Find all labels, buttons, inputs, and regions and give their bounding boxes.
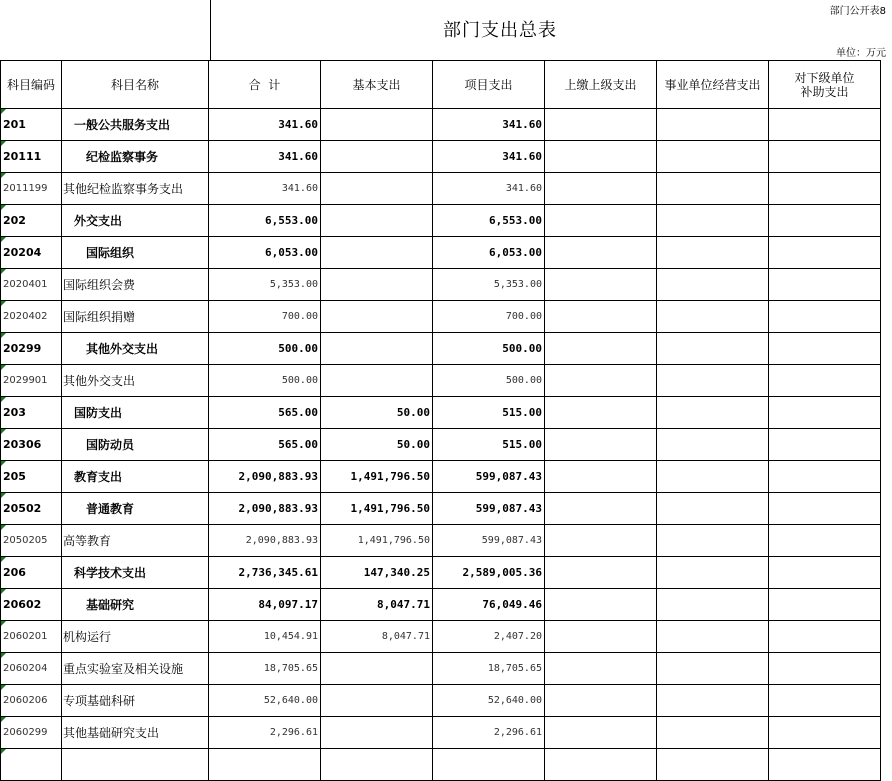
cell-total[interactable]: 341.60	[209, 173, 321, 205]
cell-basic[interactable]	[321, 301, 433, 333]
cell-project[interactable]: 515.00	[433, 429, 545, 461]
table-row	[1, 173, 881, 205]
cell-subsidy[interactable]	[769, 205, 881, 237]
cell-business[interactable]	[657, 365, 769, 397]
cell-remit[interactable]	[545, 589, 657, 621]
table-row	[1, 461, 881, 493]
cell-name[interactable]: 国防动员	[62, 429, 209, 461]
cell-name[interactable]: 国际组织会费	[62, 269, 209, 301]
cell-remit[interactable]	[545, 333, 657, 365]
cell-business[interactable]	[657, 141, 769, 173]
cell-total[interactable]: 84,097.17	[209, 589, 321, 621]
cell-code[interactable]: 201	[1, 109, 62, 141]
cell-name[interactable]: 基础研究	[62, 589, 209, 621]
cell-basic[interactable]: 50.00	[321, 429, 433, 461]
cell-subsidy[interactable]	[769, 557, 881, 589]
cell-remit[interactable]	[545, 205, 657, 237]
cell-total[interactable]: 2,736,345.61	[209, 557, 321, 589]
cell-name[interactable]: 外交支出	[62, 205, 209, 237]
cell-total[interactable]: 2,296.61	[209, 717, 321, 749]
table-row	[1, 397, 881, 429]
cell-business[interactable]	[657, 301, 769, 333]
cell-name[interactable]: 教育支出	[62, 461, 209, 493]
cell-project[interactable]: 52,640.00	[433, 685, 545, 717]
cell-subsidy[interactable]	[769, 493, 881, 525]
cell-code[interactable]	[1, 749, 62, 781]
cell-code[interactable]: 2029901	[1, 365, 62, 397]
cell-remit[interactable]	[545, 557, 657, 589]
cell-business[interactable]	[657, 269, 769, 301]
cell-basic[interactable]	[321, 653, 433, 685]
unit-label: 单位：万元	[836, 48, 886, 59]
cell-basic[interactable]	[321, 141, 433, 173]
cell-basic[interactable]	[321, 749, 433, 781]
cell-total[interactable]: 2,090,883.93	[209, 493, 321, 525]
cell-project[interactable]: 599,087.43	[433, 525, 545, 557]
cell-remit[interactable]	[545, 717, 657, 749]
cell-basic[interactable]: 1,491,796.50	[321, 461, 433, 493]
table-row	[1, 333, 881, 365]
cell-total[interactable]: 52,640.00	[209, 685, 321, 717]
cell-remit[interactable]	[545, 493, 657, 525]
cell-business[interactable]	[657, 397, 769, 429]
cell-business[interactable]	[657, 621, 769, 653]
cell-total[interactable]: 18,705.65	[209, 653, 321, 685]
cell-basic[interactable]: 8,047.71	[321, 621, 433, 653]
table-row	[1, 525, 881, 557]
cell-name[interactable]: 机构运行	[62, 621, 209, 653]
cell-subsidy[interactable]	[769, 589, 881, 621]
table-code-label: 部门公开表8	[829, 6, 886, 17]
cell-total[interactable]: 10,454.91	[209, 621, 321, 653]
table-row	[1, 589, 881, 621]
cell-total[interactable]: 2,090,883.93	[209, 525, 321, 557]
cell-total[interactable]: 2,090,883.93	[209, 461, 321, 493]
cell-business[interactable]	[657, 429, 769, 461]
cell-project[interactable]: 515.00	[433, 397, 545, 429]
cell-project[interactable]: 599,087.43	[433, 493, 545, 525]
cell-total[interactable]: 565.00	[209, 429, 321, 461]
cell-remit[interactable]	[545, 141, 657, 173]
cell-basic[interactable]	[321, 685, 433, 717]
table-row	[1, 269, 881, 301]
header-subsidy[interactable]	[769, 61, 881, 109]
cell-remit[interactable]	[545, 365, 657, 397]
cell-remit[interactable]	[545, 749, 657, 781]
cell-remit[interactable]	[545, 461, 657, 493]
header-project[interactable]: 项目支出	[433, 61, 545, 109]
cell-subsidy[interactable]	[769, 237, 881, 269]
cell-total[interactable]: 5,353.00	[209, 269, 321, 301]
table-row	[1, 717, 881, 749]
cell-name[interactable]: 国防支出	[62, 397, 209, 429]
table-row	[1, 237, 881, 269]
cell-total[interactable]	[209, 749, 321, 781]
cell-remit[interactable]	[545, 429, 657, 461]
cell-basic[interactable]	[321, 365, 433, 397]
cell-project[interactable]: 5,353.00	[433, 269, 545, 301]
cell-total[interactable]: 341.60	[209, 141, 321, 173]
cell-code[interactable]: 206	[1, 557, 62, 589]
header-basic[interactable]: 基本支出	[321, 61, 433, 109]
header-row	[1, 61, 881, 109]
cell-code[interactable]: 2020402	[1, 301, 62, 333]
cell-code[interactable]: 202	[1, 205, 62, 237]
cell-name[interactable]: 其他纪检监察事务支出	[62, 173, 209, 205]
cell-code[interactable]: 20602	[1, 589, 62, 621]
cell-subsidy[interactable]	[769, 301, 881, 333]
cell-code[interactable]: 2060204	[1, 653, 62, 685]
header-code[interactable]: 科目编码	[1, 61, 62, 109]
cell-code[interactable]: 2050205	[1, 525, 62, 557]
cell-project[interactable]: 2,589,005.36	[433, 557, 545, 589]
table-row	[1, 301, 881, 333]
cell-code[interactable]: 2060299	[1, 717, 62, 749]
cell-project[interactable]	[433, 749, 545, 781]
cell-project[interactable]: 500.00	[433, 333, 545, 365]
header-subsidy-line2: 补助支出	[800, 84, 849, 99]
header-total[interactable]: 合 计	[209, 61, 321, 109]
cell-code[interactable]: 20502	[1, 493, 62, 525]
cell-project[interactable]: 2,407.20	[433, 621, 545, 653]
cell-name[interactable]: 国际组织	[62, 237, 209, 269]
cell-code[interactable]: 20299	[1, 333, 62, 365]
cell-project[interactable]: 76,049.46	[433, 589, 545, 621]
cell-basic[interactable]	[321, 717, 433, 749]
cell-name[interactable]: 科学技术支出	[62, 557, 209, 589]
cell-business[interactable]	[657, 653, 769, 685]
cell-total[interactable]: 700.00	[209, 301, 321, 333]
cell-remit[interactable]	[545, 237, 657, 269]
cell-business[interactable]	[657, 173, 769, 205]
cell-code[interactable]: 2060206	[1, 685, 62, 717]
cell-basic[interactable]	[321, 205, 433, 237]
cell-project[interactable]: 500.00	[433, 365, 545, 397]
cell-business[interactable]	[657, 525, 769, 557]
cell-project[interactable]: 341.60	[433, 141, 545, 173]
cell-business[interactable]	[657, 749, 769, 781]
cell-remit[interactable]	[545, 685, 657, 717]
cell-subsidy[interactable]	[769, 269, 881, 301]
cell-name[interactable]	[62, 749, 209, 781]
cell-basic[interactable]: 147,340.25	[321, 557, 433, 589]
cell-code[interactable]: 2020401	[1, 269, 62, 301]
table-row	[1, 205, 881, 237]
table-row	[1, 749, 881, 781]
cell-total[interactable]: 341.60	[209, 109, 321, 141]
cell-subsidy[interactable]	[769, 749, 881, 781]
cell-name[interactable]: 国际组织捐赠	[62, 301, 209, 333]
cell-business[interactable]	[657, 557, 769, 589]
cell-basic[interactable]: 1,491,796.50	[321, 493, 433, 525]
cell-subsidy[interactable]	[769, 397, 881, 429]
cell-remit[interactable]	[545, 109, 657, 141]
table-row	[1, 621, 881, 653]
cell-code[interactable]: 2060201	[1, 621, 62, 653]
cell-subsidy[interactable]	[769, 173, 881, 205]
cell-code[interactable]: 20111	[1, 141, 62, 173]
cell-business[interactable]	[657, 493, 769, 525]
cell-subsidy[interactable]	[769, 685, 881, 717]
cell-name[interactable]: 纪检监察事务	[62, 141, 209, 173]
cell-name[interactable]: 其他基础研究支出	[62, 717, 209, 749]
cell-code[interactable]: 20306	[1, 429, 62, 461]
cell-basic[interactable]	[321, 173, 433, 205]
cell-subsidy[interactable]	[769, 653, 881, 685]
header-remit[interactable]: 上缴上级支出	[545, 61, 657, 109]
table-row	[1, 493, 881, 525]
cell-name[interactable]: 专项基础科研	[62, 685, 209, 717]
cell-project[interactable]: 6,553.00	[433, 205, 545, 237]
cell-business[interactable]	[657, 461, 769, 493]
cell-code[interactable]: 205	[1, 461, 62, 493]
cell-total[interactable]: 6,553.00	[209, 205, 321, 237]
cell-name[interactable]: 其他外交支出	[62, 333, 209, 365]
cell-code[interactable]: 203	[1, 397, 62, 429]
cell-remit[interactable]	[545, 269, 657, 301]
cell-subsidy[interactable]	[769, 333, 881, 365]
cell-remit[interactable]	[545, 653, 657, 685]
cell-basic[interactable]: 8,047.71	[321, 589, 433, 621]
cell-business[interactable]	[657, 717, 769, 749]
cell-subsidy[interactable]	[769, 365, 881, 397]
cell-subsidy[interactable]	[769, 525, 881, 557]
cell-project[interactable]: 6,053.00	[433, 237, 545, 269]
cell-basic[interactable]: 50.00	[321, 397, 433, 429]
cell-name[interactable]: 高等教育	[62, 525, 209, 557]
cell-total[interactable]: 6,053.00	[209, 237, 321, 269]
cell-code[interactable]: 20204	[1, 237, 62, 269]
cell-remit[interactable]	[545, 173, 657, 205]
cell-project[interactable]: 2,296.61	[433, 717, 545, 749]
cell-business[interactable]	[657, 685, 769, 717]
cell-remit[interactable]	[545, 397, 657, 429]
cell-subsidy[interactable]	[769, 461, 881, 493]
table-row	[1, 109, 881, 141]
cell-subsidy[interactable]	[769, 141, 881, 173]
cell-basic[interactable]	[321, 269, 433, 301]
cell-business[interactable]	[657, 205, 769, 237]
cell-business[interactable]	[657, 589, 769, 621]
table-row	[1, 557, 881, 589]
cell-name[interactable]: 重点实验室及相关设施	[62, 653, 209, 685]
table-row	[1, 141, 881, 173]
cell-project[interactable]: 700.00	[433, 301, 545, 333]
cell-business[interactable]	[657, 237, 769, 269]
cell-remit[interactable]	[545, 621, 657, 653]
cell-project[interactable]: 599,087.43	[433, 461, 545, 493]
cell-subsidy[interactable]	[769, 429, 881, 461]
cell-basic[interactable]	[321, 237, 433, 269]
cell-subsidy[interactable]	[769, 717, 881, 749]
table-body	[1, 109, 881, 781]
cell-total[interactable]: 500.00	[209, 365, 321, 397]
cell-project[interactable]: 18,705.65	[433, 653, 545, 685]
cell-remit[interactable]	[545, 525, 657, 557]
cell-business[interactable]	[657, 109, 769, 141]
table-row	[1, 365, 881, 397]
table-row	[1, 685, 881, 717]
cell-project[interactable]: 341.60	[433, 173, 545, 205]
cell-name[interactable]: 其他外交支出	[62, 365, 209, 397]
cell-subsidy[interactable]	[769, 621, 881, 653]
table-row	[1, 429, 881, 461]
cell-remit[interactable]	[545, 301, 657, 333]
cell-business[interactable]	[657, 333, 769, 365]
cell-basic[interactable]	[321, 109, 433, 141]
cell-basic[interactable]	[321, 333, 433, 365]
cell-code[interactable]: 2011199	[1, 173, 62, 205]
header-subsidy-line1: 对下级单位	[794, 70, 855, 85]
header-name[interactable]: 科目名称	[62, 61, 209, 109]
cell-basic[interactable]: 1,491,796.50	[321, 525, 433, 557]
cell-name[interactable]: 一般公共服务支出	[62, 109, 209, 141]
page-title: 部门支出总表	[443, 20, 557, 41]
expenditure-table	[0, 60, 881, 781]
header-business[interactable]: 事业单位经营支出	[657, 61, 769, 109]
table-row	[1, 653, 881, 685]
cell-project[interactable]: 341.60	[433, 109, 545, 141]
cell-name[interactable]: 普通教育	[62, 493, 209, 525]
cell-total[interactable]: 500.00	[209, 333, 321, 365]
cell-total[interactable]: 565.00	[209, 397, 321, 429]
cell-subsidy[interactable]	[769, 109, 881, 141]
